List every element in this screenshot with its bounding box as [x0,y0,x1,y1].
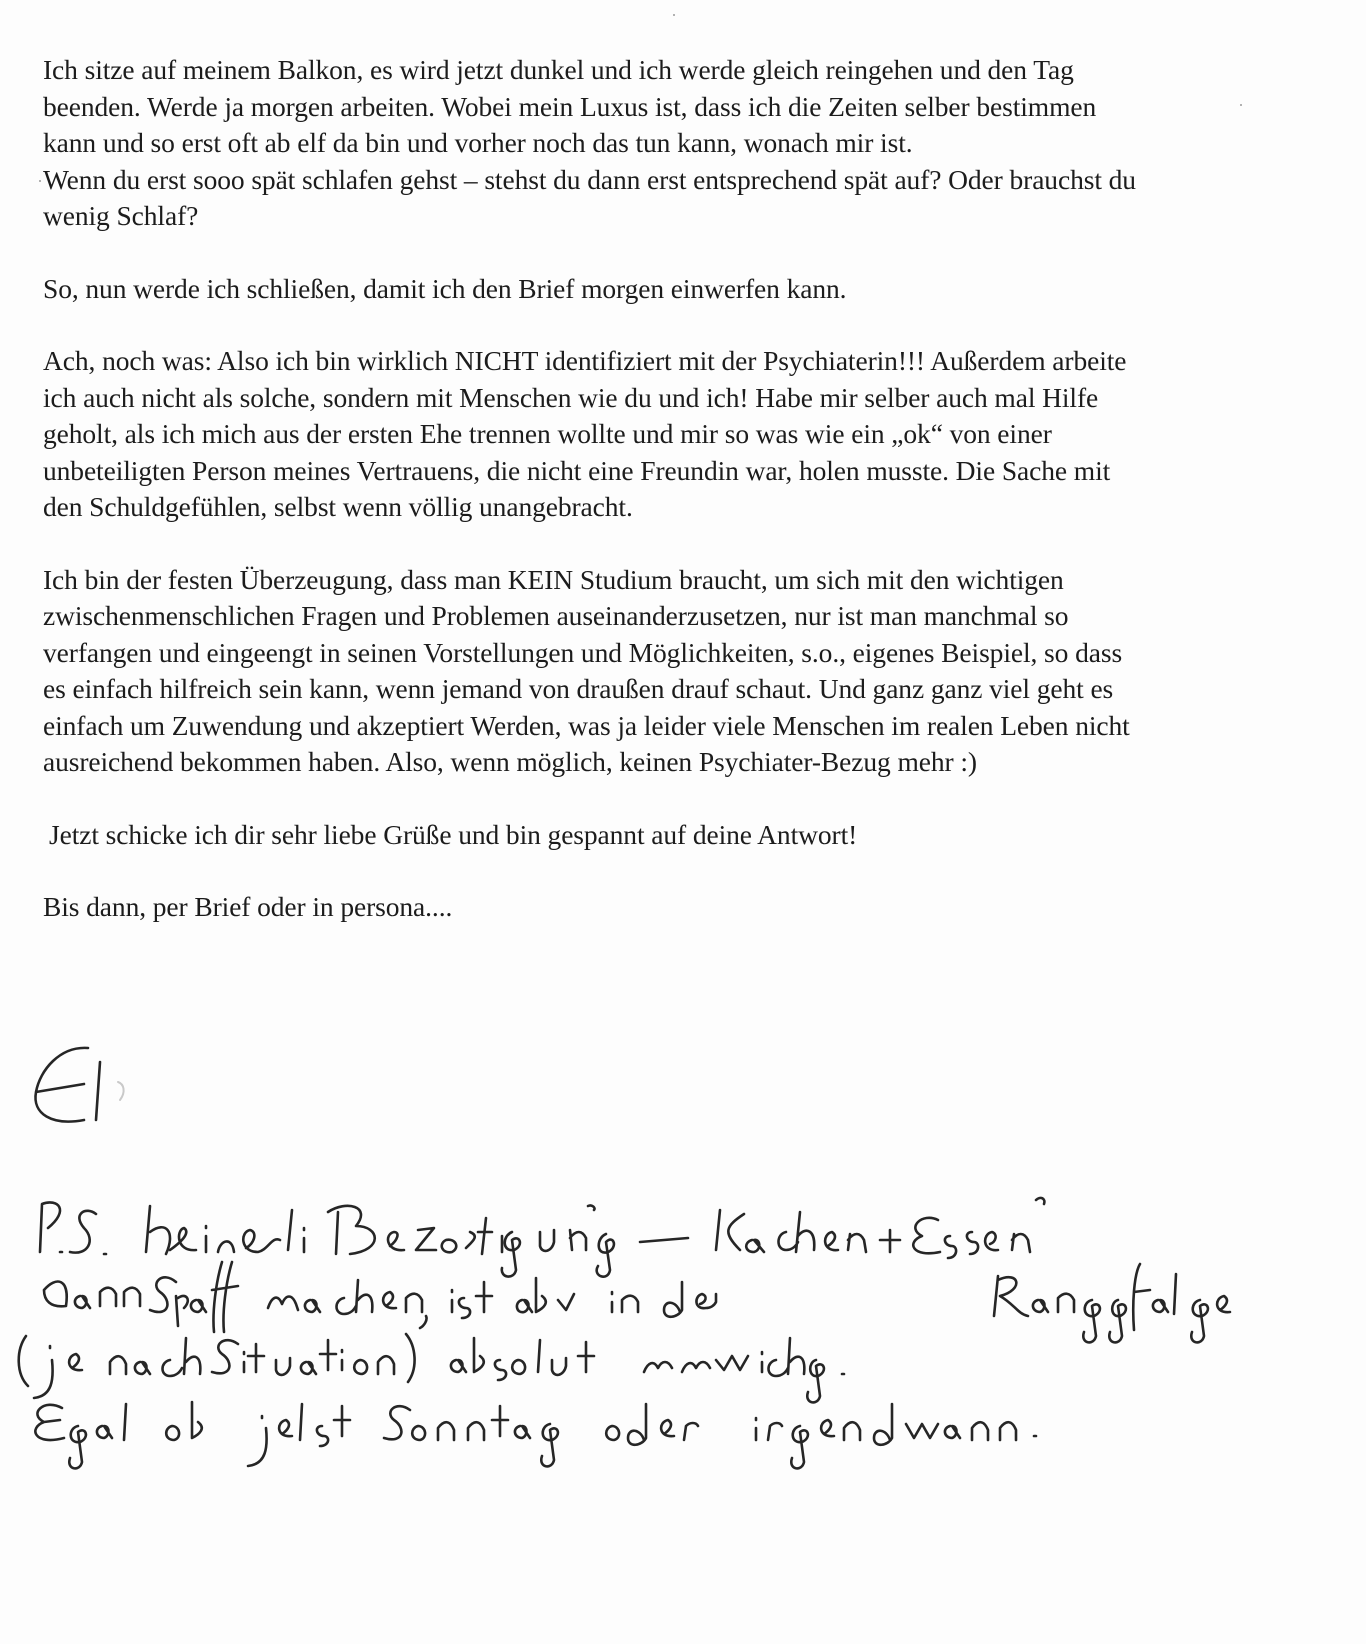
letter-closing-greeting: Jetzt schicke ich dir sehr liebe Grüße und bin gespannt auf deine Antwort! [49,818,858,850]
letter-paragraph: Ich bin der festen Überzeugung, dass man KEIN Studium braucht, um sich mit den wichtigen zwischenmenschlichen Fragen und Problemen auseinanderzusetzen, nur ist man manchmal so verfangen und eingeengt in seinen Vorstellungen und Möglichkeiten, s.o., eigenes Beispiel, so dass es einfach hilfreich sein kann, wenn jemand von draußen drauf schaut. Und ganz ganz viel geht es einfach um Zuwendung und akzeptiert Werden, was ja leider viele Menschen im realen Leben nicht ausreichend bekommen haben. Also, wenn möglich, keinen Psychiater-Bezug mehr :) [43,563,1130,777]
letter-paragraph: Ich sitze auf meinem Balkon, es wird jetzt dunkel und ich werde gleich reingehen und den Tag beenden. Werde ja morgen arbeiten. Wobei mein Luxus ist, dass ich die Zeiten selber bestimmen kann und so erst oft ab elf da bin und vorher noch das tun kann, wonach mir ist. Wenn du erst sooo spät schlafen gehst – stehst du dann erst entsprechend spät auf? Oder brauchst du wenig Schlaf? [43,54,1136,231]
letter-sign-off: Bis dann, per Brief oder in persona.... [43,891,453,922]
letter-paragraph: Ach, noch was: Also ich bin wirklich NICHT identifiziert mit der Psychiaterin!!! Außerdem arbeite ich auch nicht als solche, sondern mit Menschen wie du und ich! Habe mir selber auch mal Hilfe geholt, als ich mich aus der ersten Ehe trennen wollte und mir so was wie ein „ok“ von einer unbeteiligten Person meines Vertrauens, die nicht eine Freundin war, holen musste. Die Sache mit den Schuldgefühlen, selbst wenn völlig unangebracht. [43,345,1127,522]
handwritten-signature [29,1045,124,1122]
letter-paragraph: So, nun werde ich schließen, damit ich den Brief morgen einwerfen kann. [43,272,847,304]
handwritten-postscript [19,1194,1230,1468]
